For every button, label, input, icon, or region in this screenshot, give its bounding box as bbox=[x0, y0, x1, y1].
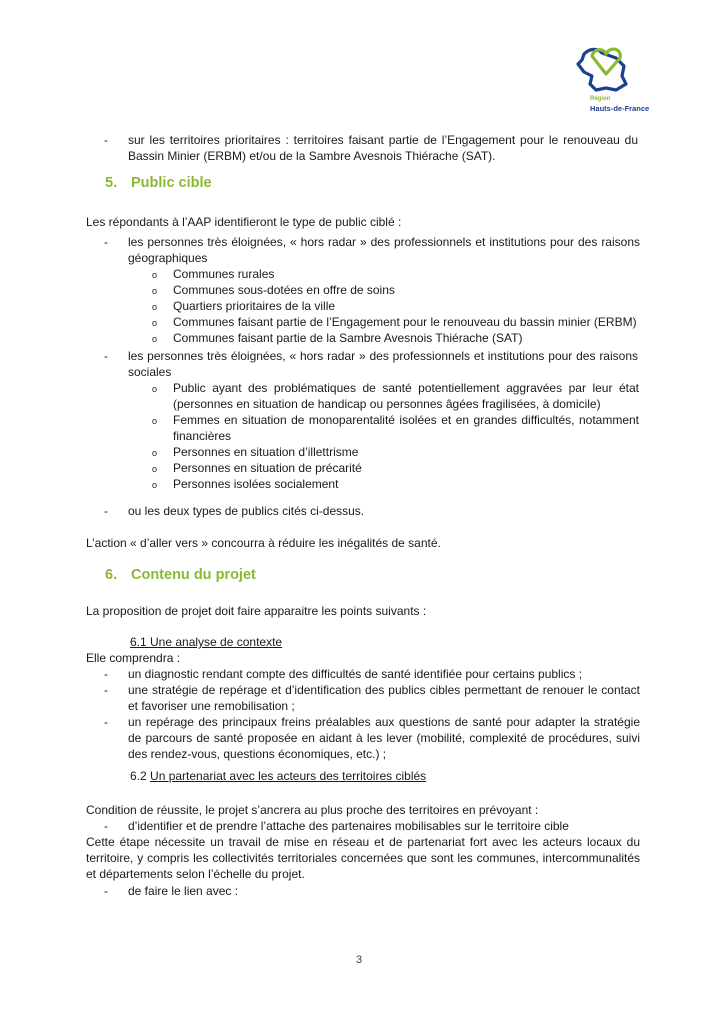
subsection-6-2-title: Un partenariat avec les acteurs des territoires ciblés bbox=[150, 769, 427, 783]
bullet-circle: o bbox=[152, 270, 158, 280]
subsection-6-1-heading: 6.1 Une analyse de contexte bbox=[130, 635, 283, 649]
bullet-circle: o bbox=[152, 384, 158, 394]
section-5-heading bbox=[105, 175, 212, 191]
bullet-dash: - bbox=[104, 667, 108, 681]
bullet-circle: o bbox=[152, 334, 158, 344]
sub-item: Communes rurales bbox=[173, 267, 275, 281]
bullet-dash: - bbox=[104, 235, 108, 249]
sub-item: Communes sous-dotées en offre de soins bbox=[173, 283, 395, 297]
section-6-heading bbox=[105, 567, 256, 583]
sub-item: Personnes isolées socialement bbox=[173, 477, 339, 491]
bullet-circle: o bbox=[152, 302, 158, 312]
bullet-circle: o bbox=[152, 286, 158, 296]
public-bullet-both: ou les deux types de publics cités ci-dessus. bbox=[128, 504, 365, 518]
section-6-number: 6. bbox=[105, 567, 118, 583]
sub-item: Communes faisant partie de l’Engagement pour le renouveau du bassin minier (ERBM) bbox=[173, 315, 637, 329]
sub-item: Personnes en situation de précarité bbox=[173, 461, 362, 475]
page-number: 3 bbox=[356, 954, 363, 966]
logo-text-region: Région bbox=[590, 96, 611, 102]
section-6-intro: La proposition de projet doit faire apparaitre les points suivants : bbox=[86, 604, 427, 618]
public-bullet-social: les personnes très éloignées, « hors radar » des professionnels et institutions pour des raisons sociales bbox=[128, 349, 638, 379]
subsection-6-1-intro: Elle comprendra : bbox=[86, 651, 181, 665]
subsection-6-2-heading bbox=[130, 768, 426, 784]
region-logo bbox=[568, 44, 650, 118]
bullet-circle: o bbox=[152, 448, 158, 458]
intro-bullet-text: sur les territoires prioritaires : territoires faisant partie de l’Engagement pour le renouveau du Bassin Minier (ERBM) et/ou de la Sambre Avesnois Thiérache (SAT). bbox=[128, 133, 638, 163]
bullet-dash: - bbox=[104, 819, 108, 833]
logo-text-hauts-de-france: Hauts-de-France bbox=[590, 104, 650, 113]
sub-item: Communes faisant partie de la Sambre Avesnois Thiérache (SAT) bbox=[173, 331, 523, 345]
sub-item: Public ayant des problématiques de santé potentiellement aggravées par leur état (personnes en situation de handicap ou personnes âgées fragilisées, à domicile) bbox=[173, 381, 639, 411]
public-bullet-geographic: les personnes très éloignées, « hors radar » des professionnels et institutions pour des raisons géographiques bbox=[128, 235, 640, 265]
section-6-title: Contenu du projet bbox=[131, 567, 256, 583]
sub-item: Quartiers prioritaires de la ville bbox=[173, 299, 336, 313]
subsection-6-2-number: 6.2 bbox=[130, 769, 147, 783]
context-bullet: un diagnostic rendant compte des difficultés de santé identifiée pour certains publics ; bbox=[128, 667, 583, 681]
section-5-title: Public cible bbox=[131, 175, 212, 191]
bullet-circle: o bbox=[152, 318, 158, 328]
section-5-intro: Les répondants à l’AAP identifieront le type de public ciblé : bbox=[86, 215, 402, 229]
section-5-number: 5. bbox=[105, 175, 118, 191]
bullet-dash: - bbox=[104, 884, 108, 898]
bullet-dash: - bbox=[104, 683, 108, 697]
context-bullet: une stratégie de repérage et d’identification des publics cibles permettant de renouer le contact et favoriser une remobilisation ; bbox=[128, 683, 640, 713]
bullet-dash: - bbox=[104, 715, 108, 729]
bullet-circle: o bbox=[152, 464, 158, 474]
partner-paragraph: Cette étape nécessite un travail de mise en réseau et de partenariat fort avec les acteurs locaux du territoire, y compris les collectivités territoriales concernées que sont les communes, intercommunalités et départements selon l’échelle du projet. bbox=[86, 835, 640, 881]
sub-item: Personnes en situation d’illettrisme bbox=[173, 445, 359, 459]
sub-item: Femmes en situation de monoparentalité isolées et en grandes difficultés, notamment financières bbox=[173, 413, 639, 443]
subsection-6-2-intro: Condition de réussite, le projet s’ancrera au plus proche des territoires en prévoyant : bbox=[86, 803, 539, 817]
france-heart-icon bbox=[572, 44, 634, 94]
bullet-dash: - bbox=[104, 349, 108, 363]
partner-bullet-link: de faire le lien avec : bbox=[128, 884, 239, 898]
bullet-circle: o bbox=[152, 480, 158, 490]
bullet-dash: - bbox=[104, 504, 108, 518]
section-5-closing: L’action « d’aller vers » concourra à réduire les inégalités de santé. bbox=[86, 536, 441, 550]
bullet-circle: o bbox=[152, 416, 158, 426]
bullet-dash: - bbox=[104, 133, 108, 147]
context-bullet: un repérage des principaux freins préalables aux questions de santé pour adapter la stratégie de parcours de santé proposée en aidant à les lever (mobilité, complexité de procédures, suivi des rendez-vous, questions économiques, etc.) ; bbox=[128, 715, 640, 761]
partner-bullet-identify: d’identifier et de prendre l’attache des partenaires mobilisables sur le territoire cible bbox=[128, 819, 569, 833]
